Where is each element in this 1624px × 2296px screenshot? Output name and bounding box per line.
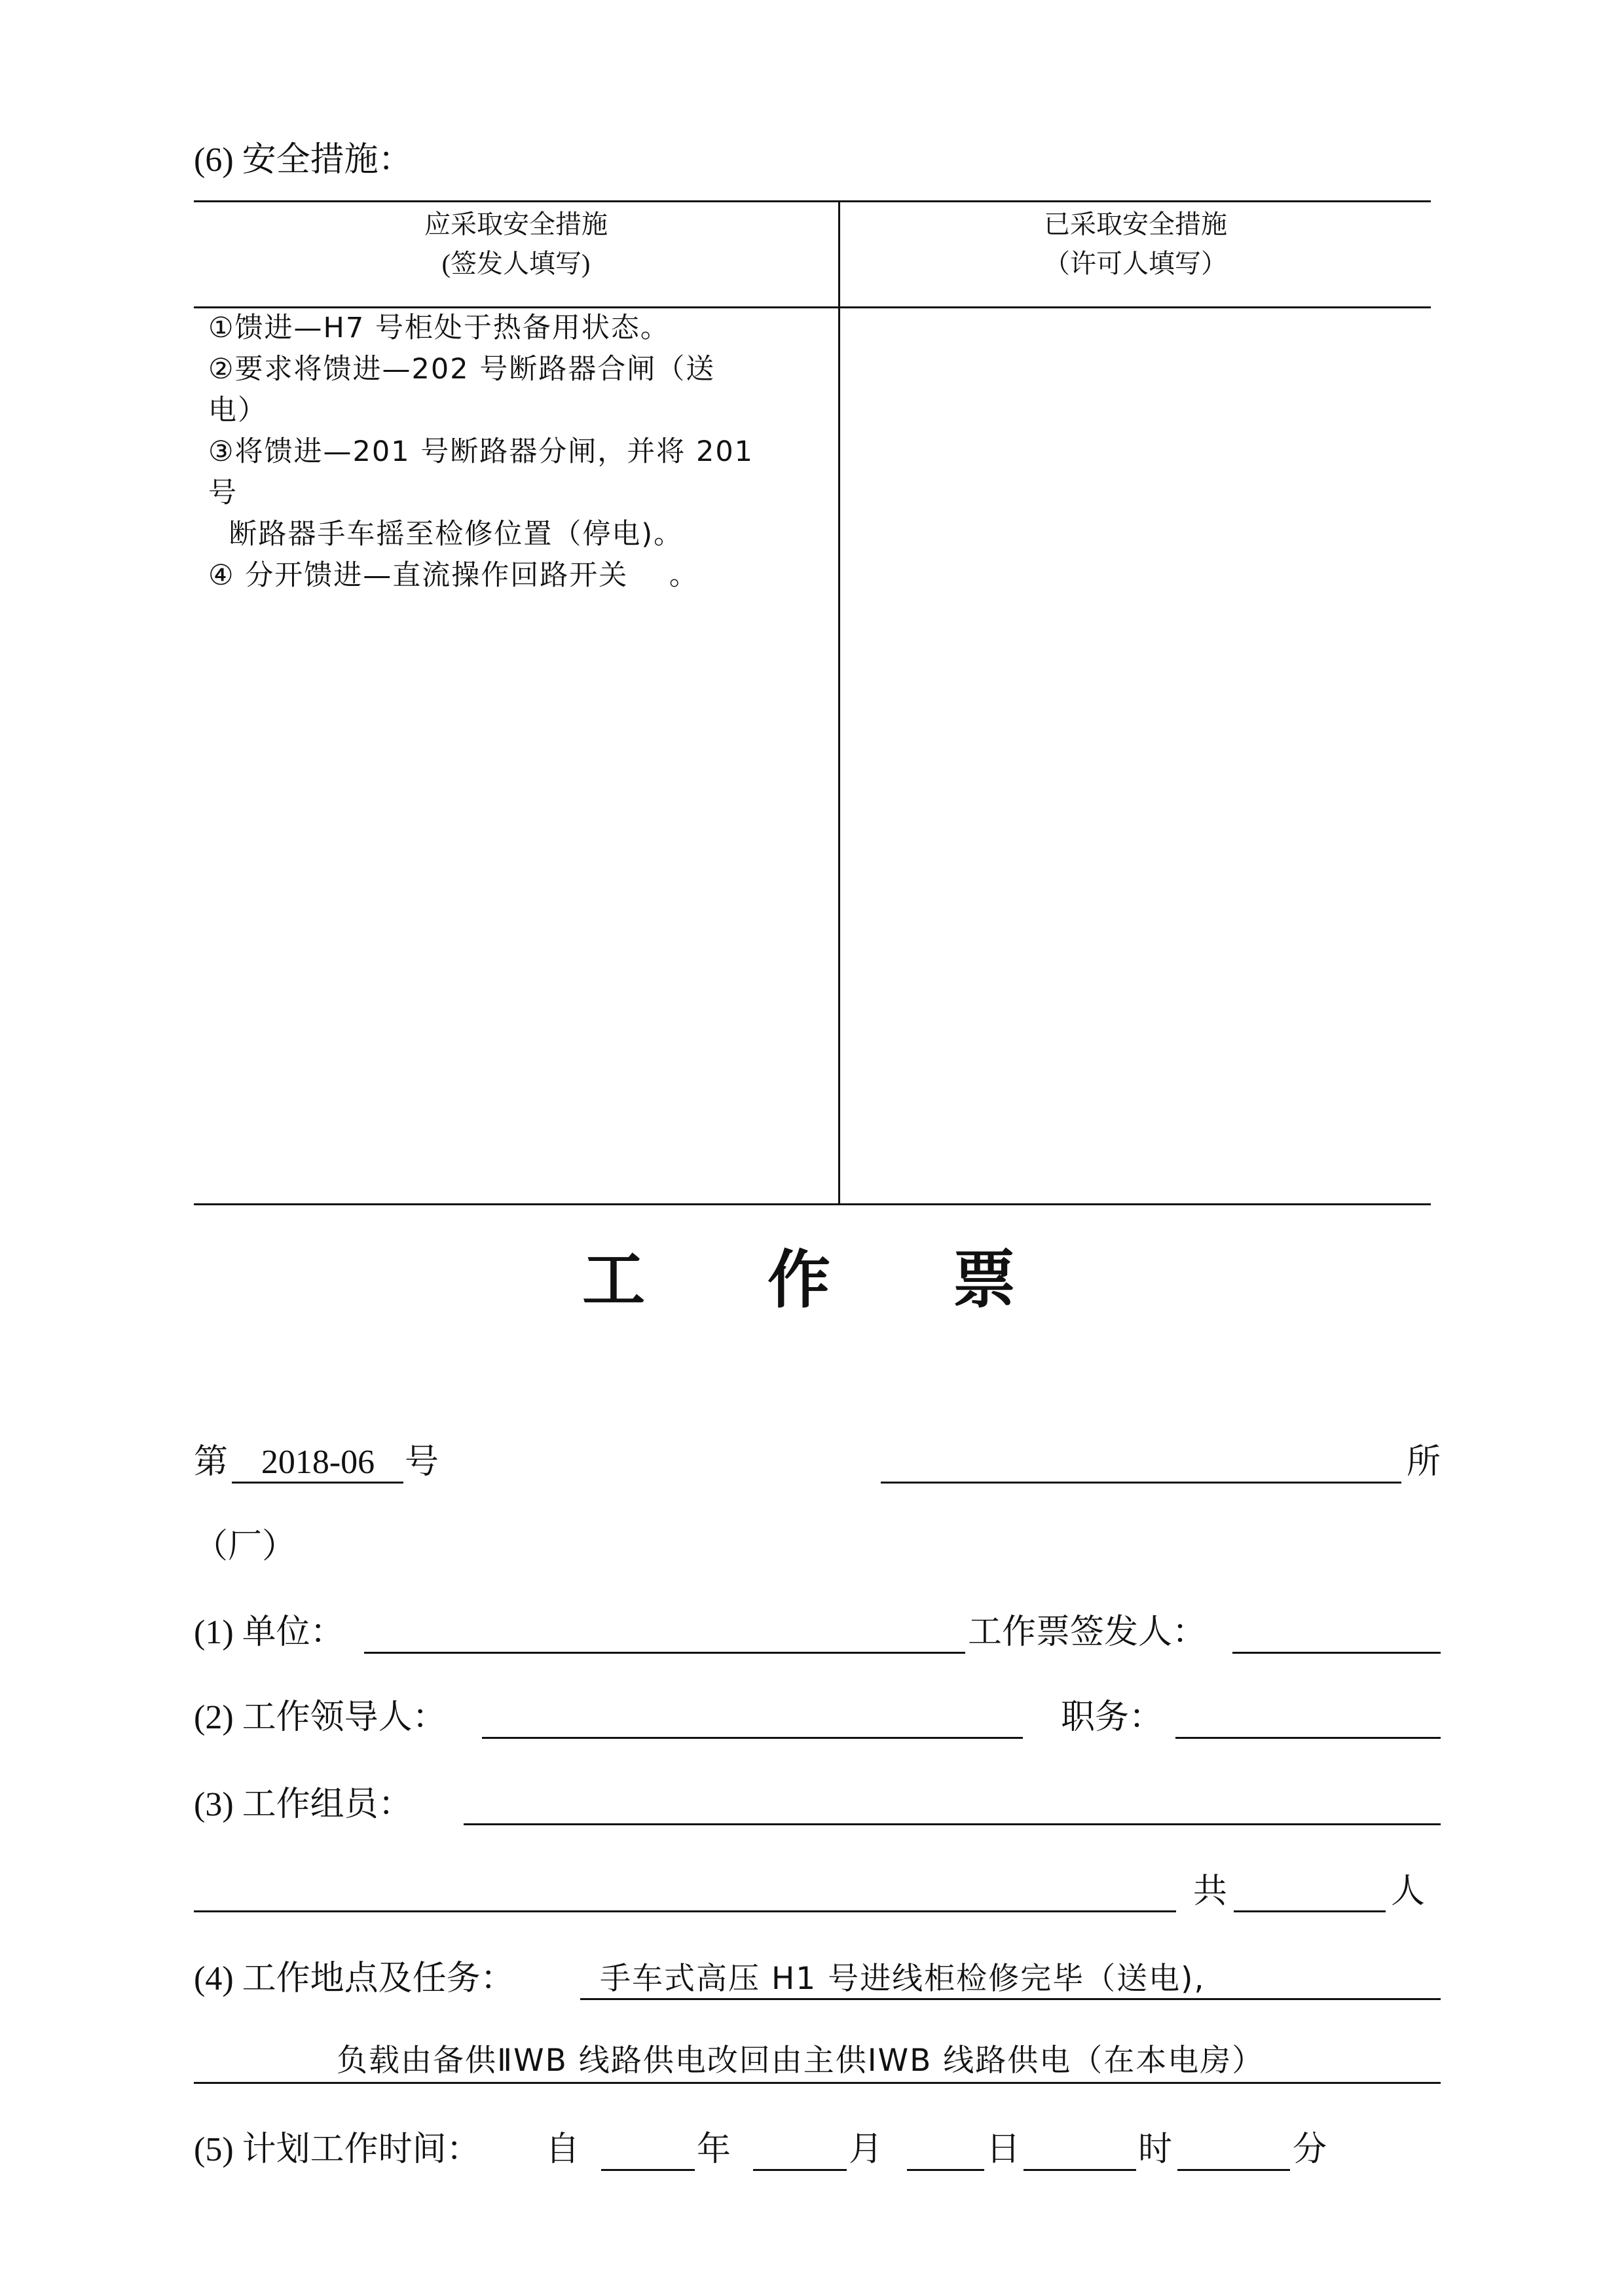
total-suffix: 人 [1391, 1873, 1426, 1910]
members-field-continued[interactable] [194, 1910, 1176, 1912]
hour-field[interactable] [1024, 2169, 1136, 2171]
year-field[interactable] [601, 2169, 695, 2171]
right-column-header [840, 205, 1431, 283]
duty-label: 职务： [1061, 1699, 1164, 1736]
task-line-1: 手车式高压 H1 号进线柜检修完毕（送电), [600, 1961, 1206, 1997]
unit-label: (1) 单位： [194, 1614, 344, 1651]
measure-line: ③将馈进—201 号断路器分闸，并将 201 [208, 435, 754, 468]
month-label: 月 [849, 2131, 883, 2168]
members-field[interactable] [464, 1823, 1441, 1825]
left-header-line1: 应采取安全措施 [424, 210, 608, 239]
measure-line: 电） [208, 394, 267, 427]
right-header-line2: （许可人填写） [1044, 249, 1227, 278]
members-label: (3) 工作组员： [194, 1786, 413, 1823]
ticket-no-underline [232, 1482, 403, 1484]
measure-line: 号 [208, 477, 238, 509]
left-header-line2: (签发人填写) [441, 249, 591, 278]
measure-line: ①馈进—H7 号柜处于热备用状态。 [208, 312, 670, 344]
task-underline-2 [194, 2082, 1441, 2084]
table-bottom-border [194, 1203, 1431, 1205]
right-header-line1: 已采取安全措施 [1044, 210, 1227, 239]
planned-time-label: (5) 计划工作时间： [194, 2131, 481, 2168]
ticket-no-value: 2018-06 [261, 1444, 375, 1481]
duty-field[interactable] [1175, 1737, 1441, 1739]
issuer-field[interactable] [1232, 1652, 1441, 1654]
measure-line: ②要求将馈进—202 号断路器合闸（送 [208, 353, 716, 386]
table-top-border [194, 200, 1431, 202]
month-field[interactable] [753, 2169, 847, 2171]
minute-label: 分 [1293, 2131, 1327, 2168]
day-label: 日 [986, 2131, 1021, 2168]
task-label: (4) 工作地点及任务： [194, 1960, 515, 1997]
task-line-2: 负载由备供ⅡWB 线路供电改回由主供ⅠWB 线路供电（在本电房） [337, 2043, 1264, 2079]
station-suffix: 所 [1407, 1444, 1441, 1481]
factory-suffix: （厂） [194, 1528, 297, 1565]
total-prefix: 共 [1193, 1873, 1228, 1910]
hour-label: 时 [1138, 2131, 1173, 2168]
left-column-header [194, 205, 838, 283]
unit-field[interactable] [364, 1652, 965, 1654]
table-column-divider [838, 200, 840, 1205]
total-count-field[interactable] [1234, 1910, 1386, 1912]
leader-label: (2) 工作领导人： [194, 1699, 447, 1736]
year-label: 年 [697, 2131, 731, 2168]
day-field[interactable] [907, 2169, 984, 2171]
work-ticket-title: 工 作 票 [582, 1243, 1042, 1317]
station-field[interactable] [881, 1482, 1401, 1484]
issuer-label: 工作票签发人： [968, 1614, 1207, 1651]
safety-measures-title: (6) 安全措施： [194, 141, 413, 179]
time-from-label: 自 [545, 2131, 580, 2168]
task-underline-1 [580, 1998, 1441, 2000]
measure-line: 断路器手车摇至检修位置（停电)。 [208, 518, 684, 551]
leader-field[interactable] [482, 1737, 1023, 1739]
measure-line: ④ 分开馈进—直流操作回路开关 。 [208, 559, 699, 592]
minute-field[interactable] [1177, 2169, 1290, 2171]
required-measures-list [208, 308, 830, 596]
ticket-no-suffix: 号 [405, 1444, 439, 1481]
ticket-no-prefix: 第 [194, 1444, 229, 1481]
